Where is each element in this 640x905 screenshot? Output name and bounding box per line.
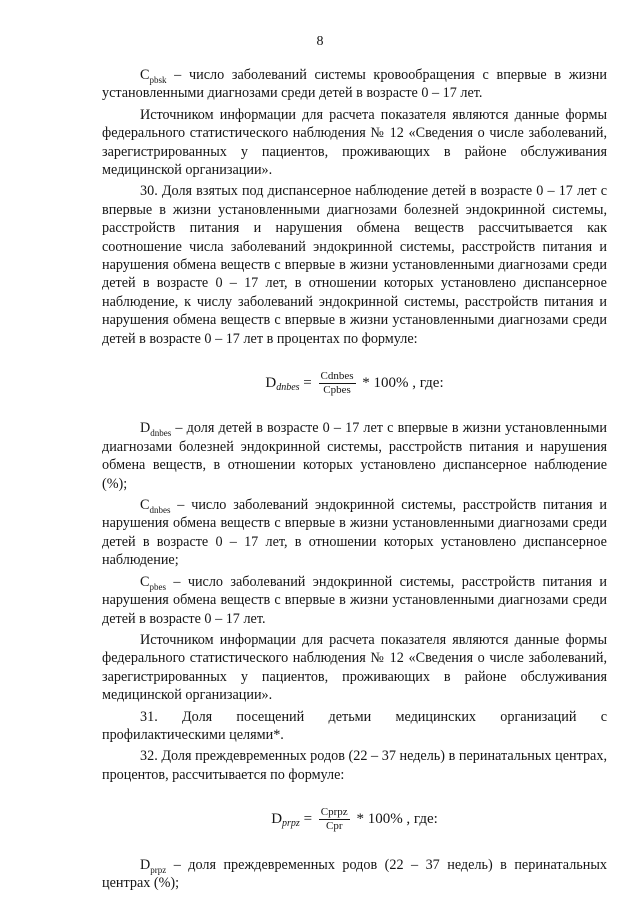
definition-text: – доля детей в возрасте 0 – 17 лет с впервые в жизни установленными диагнозами болезней эндокринной системы, расстройств питания и нарушения обмена веществ, в отношении которых установлено диспансерное наблюдение (%);	[102, 420, 607, 492]
formula-numerator: Cprpz	[320, 806, 348, 819]
formula-tail: * 100% , где:	[358, 375, 444, 392]
formula-denominator: Cpbes	[323, 384, 351, 397]
symbol-subscript: dnbes	[150, 428, 172, 439]
definition-cdnbes	[102, 496, 607, 570]
source-paragraph: Источником информации для расчета показателя являются данные формы федерального статистического наблюдения № 12 «Сведения о числе заболеваний, зарегистрированных у пациентов, проживающих в районе обслуживания медицинской организации».	[102, 106, 607, 179]
definition-ddnbes	[102, 419, 607, 493]
definition-text: – число заболеваний эндокринной системы, расстройств питания и нарушения обмена веществ с впервые в жизни установленными диагнозами среди детей в возрасте 0 – 17 лет.	[102, 573, 607, 627]
symbol-subscript: dnbes	[149, 504, 171, 515]
symbol: C	[140, 573, 150, 590]
item-31-paragraph: 31. Доля посещений детьми медицинских организаций с профилактическими целями*.	[102, 708, 607, 743]
formula-equals: =	[299, 811, 316, 828]
page-number: 8	[316, 34, 324, 49]
definition-cpbes	[102, 573, 607, 628]
formula-lhs: $D_{dnbes}$	[265, 375, 300, 394]
formula-dnbes	[102, 370, 607, 397]
symbol: D	[140, 856, 151, 873]
formula-prpz	[102, 806, 607, 833]
document-body	[102, 66, 607, 892]
definition-text: – число заболеваний системы кровообращения с впервые в жизни установленными диагнозами среди детей в возрасте 0 – 17 лет.	[102, 67, 607, 102]
item-30-paragraph: 30. Доля взятых под диспансерное наблюдение детей в возрасте 0 – 17 лет с впервые в жизни установленными диагнозами болезней эндокринной системы, расстройств питания и нарушения обмена веществ рассчитывается как соотношение числа заболеваний эндокринной системы, расстройств питания и нарушения обмена веществ с впервые в жизни установленными диагнозами среди детей в возрасте 0 – 17 лет, в отношении которых установлено диспансерное наблюдение, к числу заболеваний эндокринной системы, расстройств питания и нарушения обмена веществ с впервые в жизни установленными диагнозами среди детей в возрасте 0 – 17 лет в процентах по формуле:	[102, 183, 607, 347]
definition-text: – доля преждевременных родов (22 – 37 недель) в перинатальных центрах (%);	[102, 856, 607, 891]
symbol-subscript: prpz	[150, 864, 167, 875]
item-32-paragraph: 32. Доля преждевременных родов (22 – 37 недель) в перинатальных центрах, процентов, рассчитывается по формуле:	[102, 748, 607, 783]
source-paragraph: Источником информации для расчета показателя являются данные формы федерального статистического наблюдения № 12 «Сведения о числе заболеваний, зарегистрированных у пациентов, проживающих в районе обслуживания медицинской организации».	[102, 631, 607, 704]
formula-fraction	[319, 806, 350, 833]
definition-text: – число заболеваний эндокринной системы, расстройств питания и нарушения обмена веществ с впервые в жизни установленными диагнозами среди детей в возрасте 0 – 17 лет, в отношении которых установлено диспансерное наблюдение;	[102, 497, 607, 569]
symbol-subscript: pbsk	[149, 74, 167, 85]
formula-denominator: Cpr	[325, 820, 343, 833]
symbol: C	[140, 67, 150, 83]
definition-cpbsk	[102, 66, 607, 103]
symbol-subscript: pbes	[149, 581, 166, 592]
symbol: D	[140, 420, 151, 437]
formula-numerator: Cdnbes	[320, 370, 354, 383]
definition-dprpz	[102, 856, 607, 893]
formula-tail: * 100% , где:	[352, 811, 438, 828]
formula-equals: =	[299, 375, 316, 392]
formula-fraction	[319, 370, 356, 397]
formula-lhs: $D_{prpz}$	[271, 811, 300, 830]
symbol: C	[140, 497, 150, 514]
